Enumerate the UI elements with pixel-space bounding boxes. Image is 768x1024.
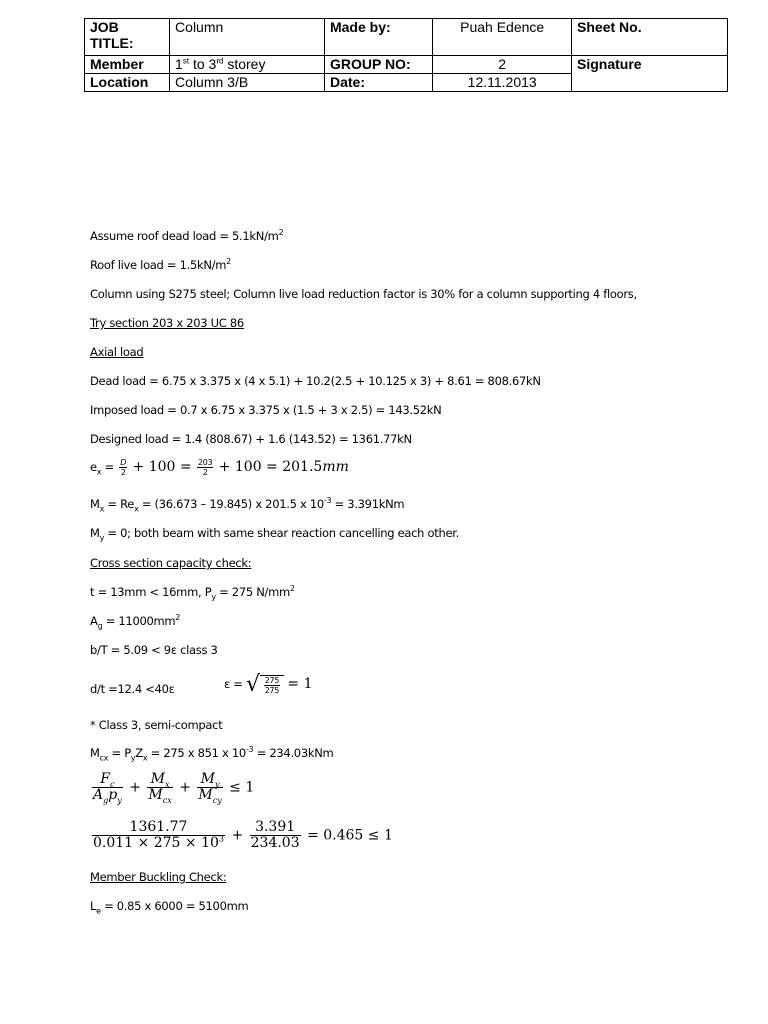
sheet-no-label: Sheet No. [572,19,728,56]
axial-load-heading: Axial load [90,345,144,359]
job-title-value: Column [170,19,325,56]
job-title-label: JOB TITLE: [85,19,170,56]
date-label: Date: [324,74,432,92]
group-no-value: 2 [433,56,572,74]
class3-note: * Class 3, semi-compact [90,718,223,732]
thickness-line: t = 13mm < 16mm, $P_y = 275$ $N/mm^2$ [90,584,295,602]
dead-load-line: Dead load = 6.75 x 3.375 x (4 x 5.1) + 10.2(2.5 + 10.125 x 3) + 8.61 = 808.67kN [90,374,541,388]
date-value: 12.11.2013 [433,74,572,92]
column-steel-line: Column using S275 steel; Column live load reduction factor is 30% for a column supporting 4 floors, [90,287,637,301]
interaction-formula: $\frac{F_c}{A_gp_y}$ + $\frac{M_x}{M_{cx}}$ + $\frac{M_y}{M_{cy}}$ ≤ 1 [93,771,255,805]
roof-dead-load-line: Assume roof dead load = $5.1kN/m^2$ [90,228,284,243]
my-line: $M_y = 0$; both beam with same shear reaction cancelling each other. [90,526,459,543]
try-section-heading: Try section 203 x 203 UC 86 [90,316,244,330]
interaction-check: $\frac{1361.77}{0.011 \times 275 \times 10^3}$ + $\frac{3.391}{234.03}$ = 0.465 ≤ 1 [93,819,393,851]
mx-line: $M_x = Re_x = (36.673 - 19.845)$ x 201.5 x $10^{-3} = 3.391kNm$ [90,496,405,514]
member-label: Member [85,56,170,74]
signature-label: Signature [572,56,728,92]
member-value: 1st to 3rd storey [170,56,325,74]
eccentricity-line: $e_x$ = $\frac{D}{2}$ + 100 = $\frac{203}{2}$ + 100 = 201.5mm [90,458,349,477]
designed-load-line: Designed load = 1.4 (808.67) + 1.6 (143.52) = 1361.77kN [90,432,412,446]
location-label: Location [85,74,170,92]
made-by-value: Puah Edence [433,19,572,56]
epsilon-formula: ε = √ $\frac{275}{275}$ = 1 [224,672,313,697]
dt-ratio-line: d/t =12.4 <40ε [90,682,175,696]
effective-length-line: $L_e = 0.85$ x 6000 = 5100mm [90,899,249,916]
cross-section-heading: Cross section capacity check: [90,556,252,570]
group-no-label: GROUP NO: [324,56,432,74]
member-buckling-heading: Member Buckling Check: [90,870,227,884]
imposed-load-line: Imposed load = 0.7 x 6.75 x 3.375 x (1.5 + 3 x 2.5) = 143.52kN [90,403,442,417]
header-table [84,18,728,92]
bt-ratio-line: b/T = 5.09 < 9ε class 3 [90,643,218,657]
made-by-label: Made by: [324,19,432,56]
location-value: Column 3/B [170,74,325,92]
gross-area-line: $A_g = 11000mm^2$ [90,613,181,631]
roof-live-load-line: Roof live load = $1.5kN/m^2$ [90,257,231,272]
mcx-line: $M_{cx} = P_yZ_x = 275$ x 851 x $10^{-3} = 234.03kNm$ [90,745,334,763]
